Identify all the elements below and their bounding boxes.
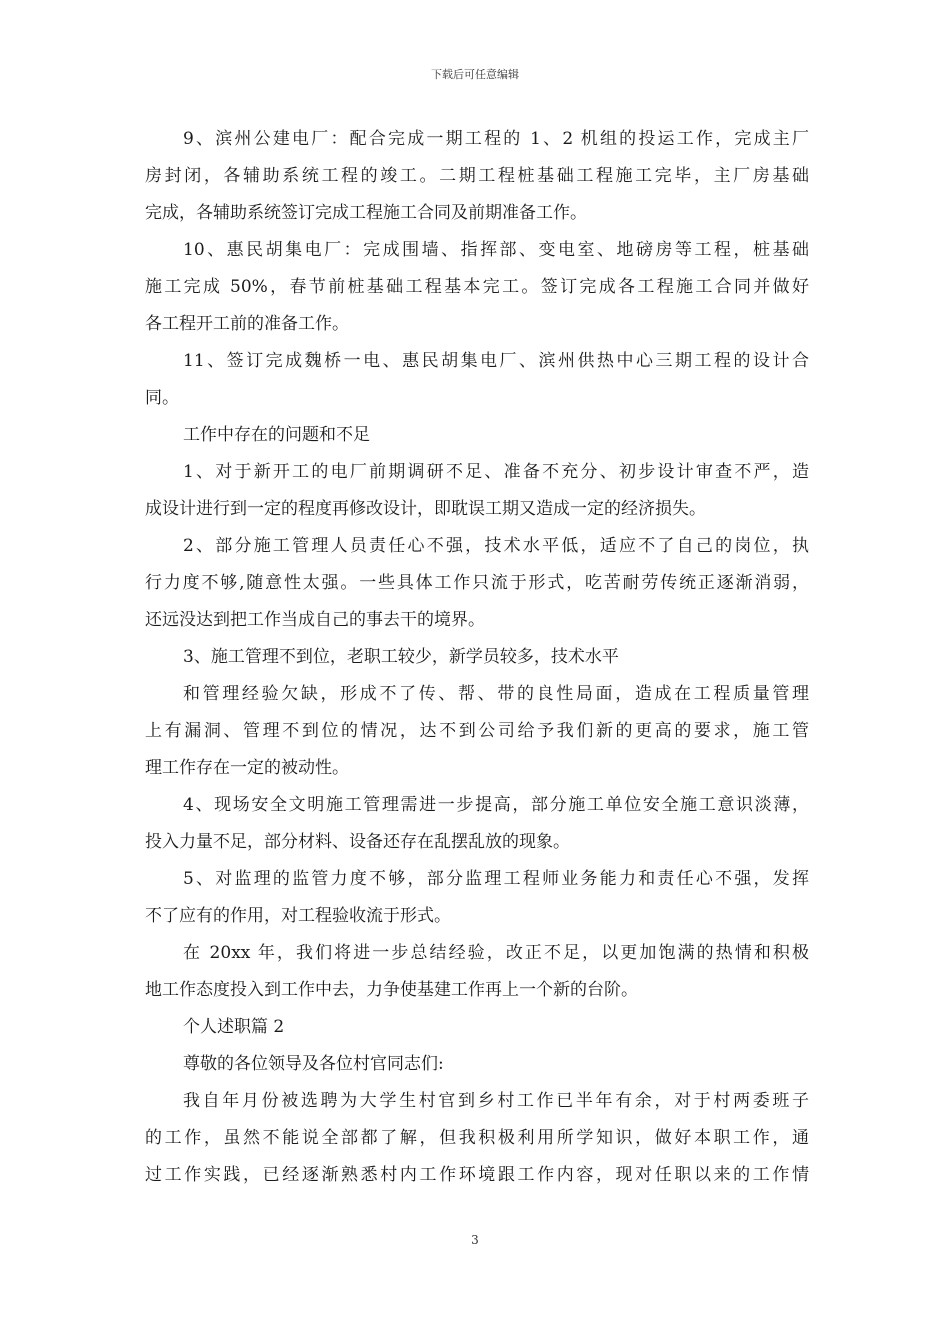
text-line: 理工作存在一定的被动性。 xyxy=(145,758,349,778)
text-line: 5、对监理的监管力度不够，部分监理工程师业务能力和责任心不强，发挥 xyxy=(183,869,809,889)
text-line: 还远没达到把工作当成自己的事去干的境界。 xyxy=(145,610,485,630)
text-line: 在 20xx 年，我们将进一步总结经验，改正不足，以更加饱满的热情和积极 xyxy=(183,943,809,963)
text-line: 10、惠民胡集电厂：完成围墙、指挥部、变电室、地磅房等工程，桩基础 xyxy=(183,240,809,260)
text-line: 9、滨州公建电厂：配合完成一期工程的 1、2 机组的投运工作，完成主厂 xyxy=(183,129,809,149)
text-line: 11、签订完成魏桥一电、惠民胡集电厂、滨州供热中心三期工程的设计合 xyxy=(183,351,809,371)
text-line: 4、现场安全文明施工管理需进一步提高，部分施工单位安全施工意识淡薄， xyxy=(183,795,809,815)
text-line: 不了应有的作用，对工程验收流于形式。 xyxy=(145,906,451,926)
salutation: 尊敬的各位领导及各位村官同志们: xyxy=(183,1054,444,1074)
text-line: 2、部分施工管理人员责任心不强，技术水平低，适应不了自己的岗位，执 xyxy=(183,536,809,556)
text-line: 房封闭，各辅助系统工程的竣工。二期工程桩基础工程施工完毕，主厂房基础 xyxy=(145,166,809,186)
text-line: 行力度不够,随意性太强。一些具体工作只流于形式，吃苦耐劳传统正逐渐消弱， xyxy=(145,573,809,593)
text-line: 地工作态度投入到工作中去，力争使基建工作再上一个新的台阶。 xyxy=(145,980,638,1000)
text-line: 和管理经验欠缺，形成不了传、帮、带的良性局面，造成在工程质量管理 xyxy=(183,684,809,704)
section-heading: 个人述职篇 2 xyxy=(183,1017,285,1037)
text-line: 成设计进行到一定的程度再修改设计，即耽误工期又造成一定的经济损失。 xyxy=(145,499,706,519)
text-line: 3、施工管理不到位，老职工较少，新学员较多，技术水平 xyxy=(183,647,619,667)
text-line: 施工完成 50%，春节前桩基础工程基本完工。签订完成各工程施工合同并做好 xyxy=(145,277,809,297)
page-number: 3 xyxy=(471,1233,479,1247)
text-line: 上有漏洞、管理不到位的情况，达不到公司给予我们新的更高的要求，施工管 xyxy=(145,721,809,741)
document-body xyxy=(145,121,809,1194)
section-heading: 工作中存在的问题和不足 xyxy=(183,425,370,445)
text-line: 完成，各辅助系统签订完成工程施工合同及前期准备工作。 xyxy=(145,203,587,223)
text-line: 1、对于新开工的电厂前期调研不足、准备不充分、初步设计审查不严，造 xyxy=(183,462,809,482)
page-header: 下载后可任意编辑 xyxy=(431,68,519,81)
text-line: 我自年月份被选聘为大学生村官到乡村工作已半年有余，对于村两委班子 xyxy=(183,1091,809,1111)
text-line: 投入力量不足，部分材料、设备还存在乱摆乱放的现象。 xyxy=(145,832,570,852)
text-line: 各工程开工前的准备工作。 xyxy=(145,314,349,334)
text-line: 的工作，虽然不能说全部都了解，但我积极利用所学知识，做好本职工作，通 xyxy=(145,1128,809,1148)
text-line: 同。 xyxy=(145,388,179,408)
text-line: 过工作实践，已经逐渐熟悉村内工作环境跟工作内容，现对任职以来的工作情 xyxy=(145,1165,809,1185)
